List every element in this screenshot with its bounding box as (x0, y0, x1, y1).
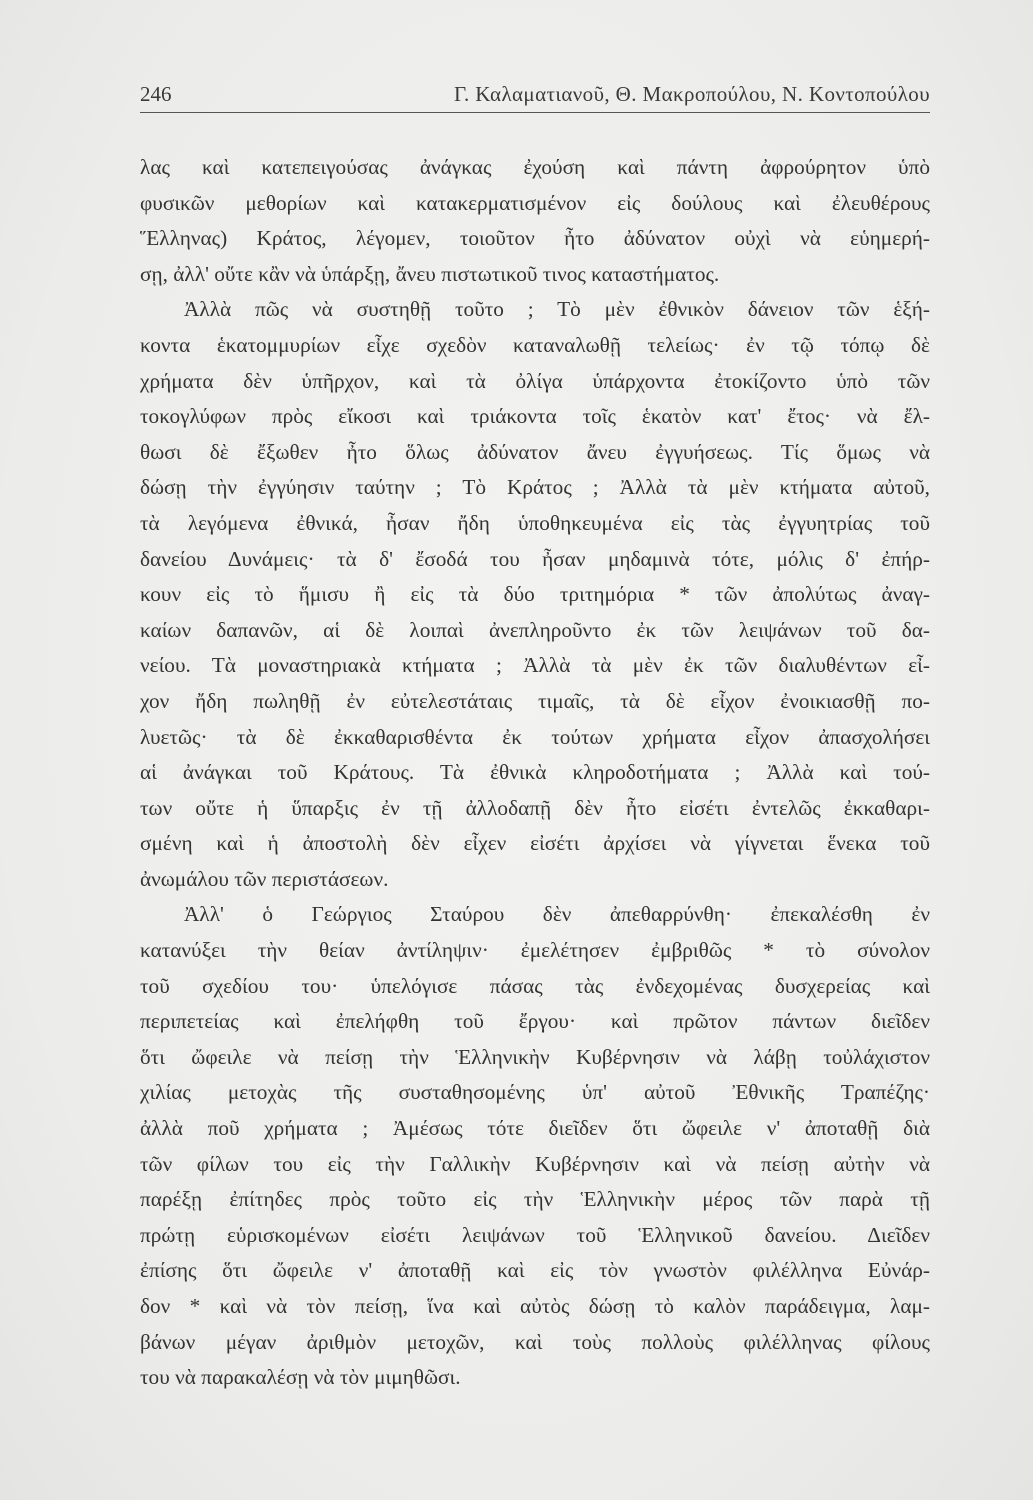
text-line: αἱ ἀνάγκαι τοῦ Κράτους. Τὰ ἐθνικὰ κληροδοτήματα ; Ἀλλὰ καὶ τού- (140, 760, 930, 785)
running-head: Γ. Καλαματιανοῦ, Θ. Μακροπούλου, Ν. Κοντοπούλου (453, 82, 930, 106)
text-line: κατανύξει τὴν θείαν ἀντίληψιν· ἐμελέτησεν ἐμβριθῶς * τὸ σύνολον (140, 938, 930, 963)
text-line: Ἀλλ' ὁ Γεώργιος Σταύρου δὲν ἀπεθαρρύνθη· ἐπεκαλέσθη ἐν (184, 902, 930, 927)
body-text (140, 150, 930, 1396)
text-line: τοῦ σχεδίου του· ὑπελόγισε πάσας τὰς ἐνδεχομένας δυσχερείας καὶ (140, 973, 930, 998)
text-line: ἀνωμάλου τῶν περιστάσεων. (140, 866, 389, 891)
text-line: των οὔτε ἡ ὕπαρξις ἐν τῇ ἀλλοδαπῇ δὲν ἦτο εἰσέτι ἐντελῶς ἐκκαθαρι- (140, 795, 930, 820)
text-line: καίων δαπανῶν, αἱ δὲ λοιπαὶ ἀνεπληροῦντο ἐκ τῶν λειψάνων τοῦ δα- (140, 617, 930, 642)
text-line: ὅτι ὤφειλε νὰ πείσῃ τὴν Ἑλληνικὴν Κυβέρνησιν νὰ λάβῃ τοὐλάχιστον (140, 1044, 930, 1069)
text-line: δανείου Δυνάμεις· τὰ δ' ἔσοδά του ἦσαν μηδαμινὰ τότε, μόλις δ' ἐπήρ- (140, 546, 930, 571)
text-line: Ἀλλὰ πῶς νὰ συστηθῇ τοῦτο ; Τὸ μὲν ἐθνικὸν δάνειον τῶν ἑξή- (184, 297, 930, 322)
text-line: δώσῃ τὴν ἐγγύησιν ταύτην ; Τὸ Κράτος ; Ἀλλὰ τὰ μὲν κτήματα αὐτοῦ, (140, 475, 930, 500)
text-line: νείου. Τὰ μοναστηριακὰ κτήματα ; Ἀλλὰ τὰ μὲν ἐκ τῶν διαλυθέντων εἶ- (140, 653, 930, 678)
text-line: λυετῶς· τὰ δὲ ἐκκαθαρισθέντα ἐκ τούτων χρήματα εἶχον ἀπασχολήσει (140, 724, 930, 749)
text-line: κουν εἰς τὸ ἥμισυ ἢ εἰς τὰ δύο τριτημόρια * τῶν ἀπολύτως ἀναγ- (140, 582, 930, 607)
text-line: κοντα ἑκατομμυρίων εἶχε σχεδὸν καταναλωθῇ τελείως· ἐν τῷ τόπῳ δὲ (140, 332, 930, 357)
text-line: βάνων μέγαν ἀριθμὸν μετοχῶν, καὶ τοὺς πολλοὺς φιλέλληνας φίλους (140, 1329, 930, 1354)
text-line: του νὰ παρακαλέσῃ νὰ τὸν μιμηθῶσι. (140, 1365, 461, 1390)
text-line: χιλίας μετοχὰς τῆς συσταθησομένης ὑπ' αὐτοῦ Ἐθνικῆς Τραπέζης· (140, 1080, 930, 1105)
text-line: λας καὶ κατεπειγούσας ἀνάγκας ἐχούση καὶ πάντη ἀφρούρητον ὑπὸ (140, 155, 930, 179)
text-line: χον ἤδη πωληθῇ ἐν εὐτελεστάταις τιμαῖς, τὰ δὲ εἶχον ἐνοικιασθῇ πο- (140, 688, 930, 713)
text-line: χρήματα δὲν ὑπῆρχον, καὶ τὰ ὀλίγα ὑπάρχοντα ἐτοκίζοντο ὑπὸ τῶν (140, 368, 930, 393)
text-line: φυσικῶν μεθορίων καὶ κατακερματισμένον εἰς δούλους καὶ ἐλευθέρους (140, 190, 930, 215)
text-line: ἀλλὰ ποῦ χρήματα ; Ἀμέσως τότε διεῖδεν ὅτι ὤφειλε ν' ἀποταθῇ διὰ (140, 1116, 930, 1141)
text-line: τῶν φίλων του εἰς τὴν Γαλλικὴν Κυβέρνησιν καὶ νὰ πείσῃ αὐτὴν νὰ (140, 1151, 930, 1176)
text-line: τὰ λεγόμενα ἐθνικά, ἦσαν ἤδη ὑποθηκευμένα εἰς τὰς ἐγγυητρίας τοῦ (140, 510, 930, 535)
header-rule (140, 112, 930, 113)
text-line: Ἕλληνας) Κράτος, λέγομεν, τοιοῦτον ἦτο ἀδύνατον οὐχὶ νὰ εὑημερή- (140, 226, 930, 251)
page-header (140, 82, 930, 112)
page-number: 246 (140, 82, 172, 106)
text-line: ἐπίσης ὅτι ὤφειλε ν' ἀποταθῇ καὶ εἰς τὸν γνωστὸν φιλέλληνα Εὐνάρ- (140, 1258, 930, 1283)
text-line: περιπετείας καὶ ἐπελήφθη τοῦ ἔργου· καὶ πρῶτον πάντων διεῖδεν (140, 1009, 930, 1034)
text-line: παρέξῃ ἐπίτηδες πρὸς τοῦτο εἰς τὴν Ἑλληνικὴν μέρος τῶν παρὰ τῇ (140, 1187, 930, 1212)
text-line: θωσι δὲ ἔξωθεν ἦτο ὅλως ἀδύνατον ἄνευ ἐγγυήσεως. Τίς ὅμως νὰ (140, 439, 930, 464)
text-line: τοκογλύφων πρὸς εἴκοσι καὶ τριάκοντα τοῖς ἑκατὸν κατ' ἔτος· νὰ ἔλ- (140, 404, 930, 429)
text-line: σμένη καὶ ἡ ἀποστολὴ δὲν εἶχεν εἰσέτι ἀρχίσει νὰ γίγνεται ἕνεκα τοῦ (140, 831, 930, 856)
text-line: σῃ, ἀλλ' οὔτε κἂν νὰ ὑπάρξῃ, ἄνευ πιστωτικοῦ τινος καταστήματος. (140, 261, 720, 286)
text-line: δον * καὶ νὰ τὸν πείσῃ, ἵνα καὶ αὐτὸς δώσῃ τὸ καλὸν παράδειγμα, λαμ- (140, 1294, 930, 1318)
text-line: πρώτῃ εὑρισκομένων εἰσέτι λειψάνων τοῦ Ἑλληνικοῦ δανείου. Διεῖδεν (140, 1222, 930, 1247)
